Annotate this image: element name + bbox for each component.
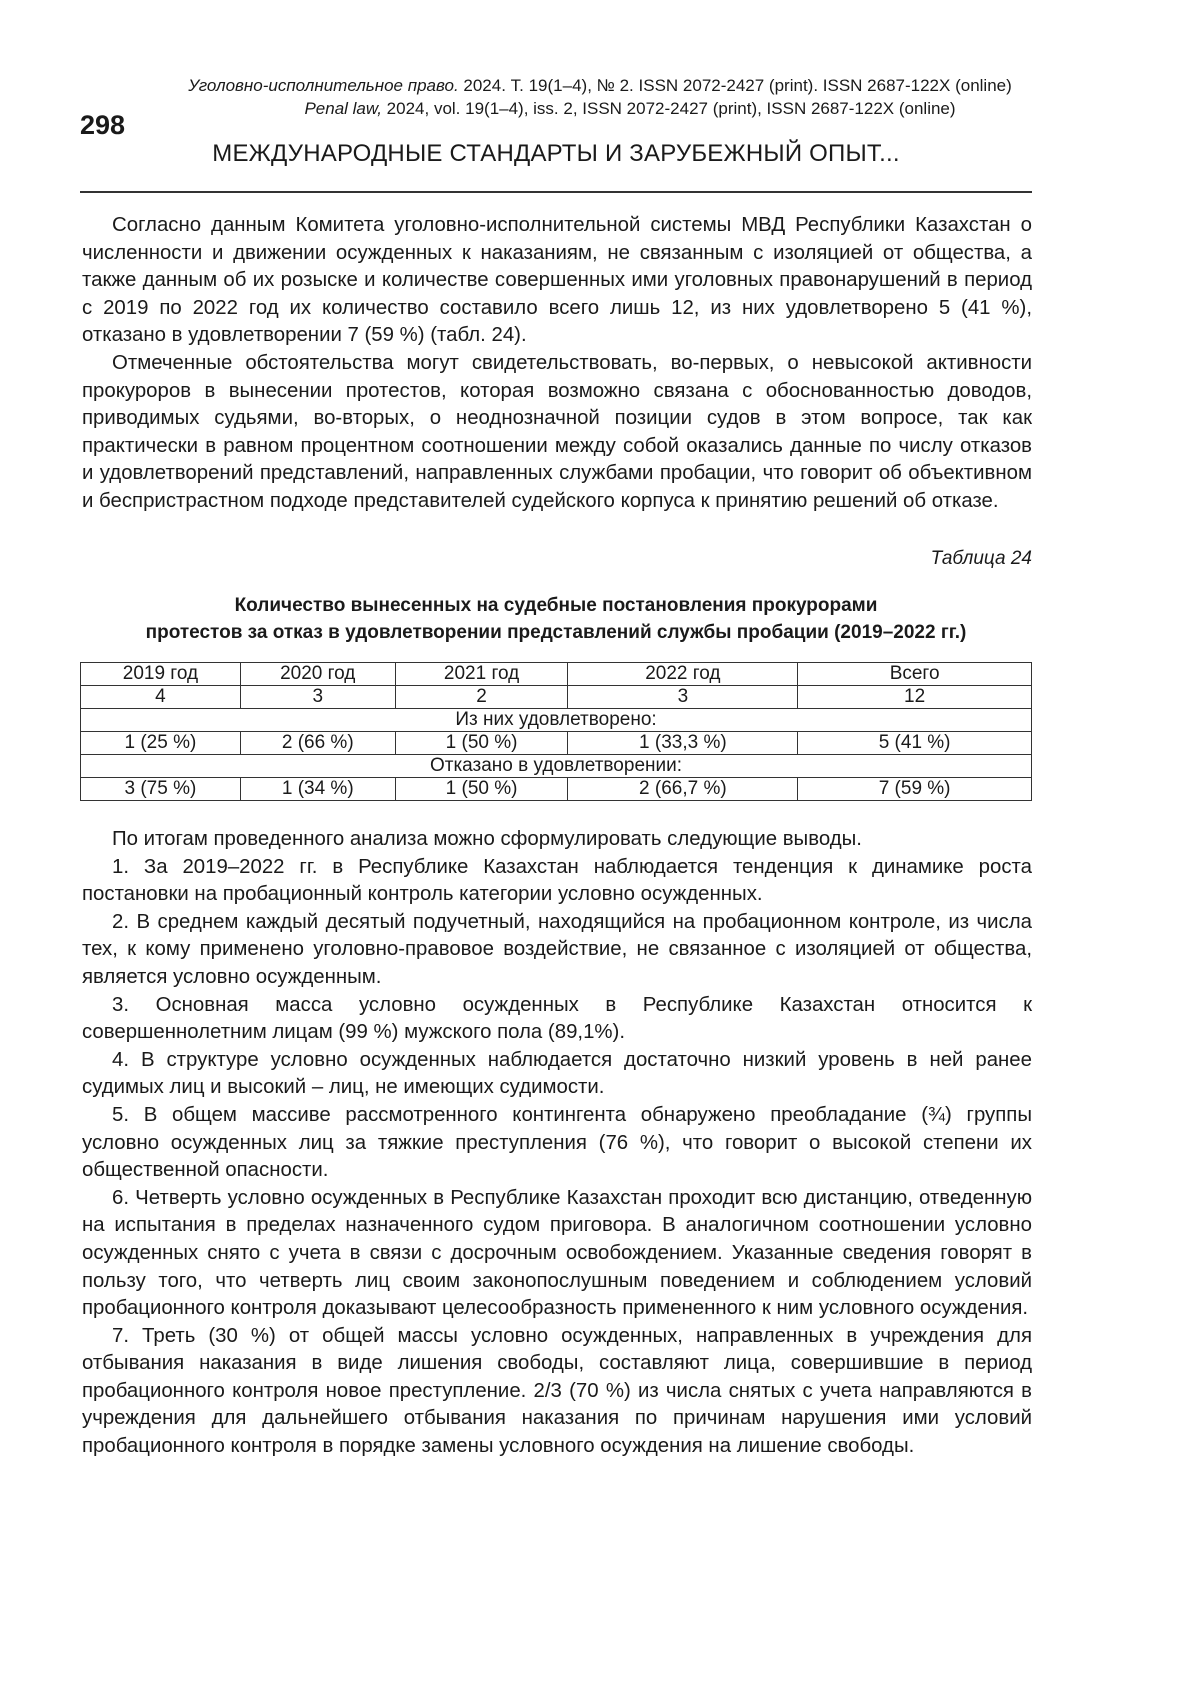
table-cell: 12 [798, 686, 1032, 709]
intro-text [82, 212, 1032, 516]
table-row [81, 778, 1032, 801]
table-cell: 2 (66,7 %) [568, 778, 798, 801]
table-cell: 2 (66 %) [240, 732, 395, 755]
table-cell: 2020 год [240, 663, 395, 686]
paragraph: 2. В среднем каждый десятый подучетный, находящийся на пробационном контроле, из числа тех, к кому применено уголовно-правовое воздействие, не связанное с изоляцией от общества, является условно осужденным. [82, 909, 1032, 992]
table-cell: 2021 год [395, 663, 568, 686]
table-row [81, 732, 1032, 755]
table-title-line: Количество вынесенных на судебные постановления прокурорами [80, 592, 1032, 619]
table-cell: 1 (34 %) [240, 778, 395, 801]
table-cell: 3 [568, 686, 798, 709]
table-cell: Отказано в удовлетворении: [81, 755, 1032, 778]
table-cell: 2022 год [568, 663, 798, 686]
table-cell: Всего [798, 663, 1032, 686]
table-cell: 2019 год [81, 663, 241, 686]
table-subheader-row [81, 755, 1032, 778]
data-table [80, 662, 1032, 801]
running-header-en [30, 99, 1200, 119]
table-title-line: протестов за отказ в удовлетворении представлений службы пробации (2019–2022 гг.) [80, 619, 1032, 646]
section-title: МЕЖДУНАРОДНЫЕ СТАНДАРТЫ И ЗАРУБЕЖНЫЙ ОПЫТ... [80, 140, 1032, 168]
table-cell: 3 (75 %) [81, 778, 241, 801]
paragraph: По итогам проведенного анализа можно сформулировать следующие выводы. [82, 826, 1032, 854]
table-title [80, 592, 1032, 646]
journal-details-ru: 2024. Т. 19(1–4), № 2. ISSN 2072-2427 (print). ISSN 2687-122X (online) [459, 76, 1012, 95]
paragraph: 5. В общем массиве рассмотренного контингента обнаружено преобладание (¾) группы условно осужденных лиц за тяжкие преступления (76 %), что говорит о высокой степени их общественной опасности. [82, 1102, 1032, 1185]
table-cell: 3 [240, 686, 395, 709]
table-cell: 1 (33,3 %) [568, 732, 798, 755]
table-row [81, 686, 1032, 709]
table-cell: 1 (50 %) [395, 732, 568, 755]
paragraph: 1. За 2019–2022 гг. в Республике Казахстан наблюдается тенденция к динамике роста постановки на пробационный контроль категории условно осужденных. [82, 854, 1032, 909]
paragraph: 4. В структуре условно осужденных наблюдается достаточно низкий уровень в ней ранее судимых лиц и высокий – лиц, не имеющих судимости. [82, 1047, 1032, 1102]
table-cell: 5 (41 %) [798, 732, 1032, 755]
table-header-row [81, 663, 1032, 686]
table-cell: 2 [395, 686, 568, 709]
paragraph: 7. Треть (30 %) от общей массы условно осужденных, направленных в учреждения для отбывания наказания в виде лишения свободы, составляют лица, совершившие в период пробационного контроля новое преступление. 2/3 (70 %) из числа снятых с учета направляются в учреждения для дальнейшего отбывания наказания по причинам нарушения ими условий пробационного контроля в порядке замены условного осуждения на лишение свободы. [82, 1323, 1032, 1461]
paragraph: 6. Четверть условно осужденных в Республике Казахстан проходит всю дистанцию, отведенную на испытания в пределах назначенного судом приговора. В аналогичном соотношении условно осужденных снято с учета в связи с досрочным освобождением. Указанные сведения говорят в пользу того, что четверть лиц своим законопослушным поведением и соблюдением условий пробационного контроля доказывают целесообразность примененного к ним условного осуждения. [82, 1185, 1032, 1323]
running-header-ru [80, 76, 1120, 96]
table-cell: Из них удовлетворено: [81, 709, 1032, 732]
table-caption: Таблица 24 [931, 548, 1032, 570]
journal-title-en: Penal law, [304, 99, 382, 118]
table-cell: 7 (59 %) [798, 778, 1032, 801]
table-cell: 1 (50 %) [395, 778, 568, 801]
table-subheader-row [81, 709, 1032, 732]
header-divider [80, 191, 1032, 193]
paragraph: Согласно данным Комитета уголовно-исполнительной системы МВД Республики Казахстан о численности и движении осужденных к наказаниям, не связанным с изоляцией от общества, а также данным об их розыске и количестве совершенных ими уголовных правонарушений в период с 2019 по 2022 год их количество составило всего лишь 12, из них удовлетворено 5 (41 %), отказано в удовлетворении 7 (59 %) (табл. 24). [82, 212, 1032, 350]
paragraph: 3. Основная масса условно осужденных в Республике Казахстан относится к совершеннолетним лицам (99 %) мужского пола (89,1%). [82, 992, 1032, 1047]
table-cell: 1 (25 %) [81, 732, 241, 755]
journal-title-ru: Уголовно-исполнительное право. [188, 76, 458, 95]
table-cell: 4 [81, 686, 241, 709]
paragraph: Отмеченные обстоятельства могут свидетельствовать, во-первых, о невысокой активности прокуроров в вынесении протестов, которая возможно связана с обоснованностью доводов, приводимых судьями, во-вторых, о неоднозначной позиции судов в этом вопросе, так как практически в равном процентном соотношении между собой оказались данные по числу отказов и удовлетворений представлений, направленных службами пробации, что говорит об объективном и беспристрастном подходе представителей судейского корпуса к принятию решений об отказе. [82, 350, 1032, 516]
journal-details-en: 2024, vol. 19(1–4), iss. 2, ISSN 2072-2427 (print), ISSN 2687-122X (online) [382, 99, 956, 118]
conclusions-text [82, 826, 1032, 1461]
page-number: 298 [80, 110, 125, 141]
